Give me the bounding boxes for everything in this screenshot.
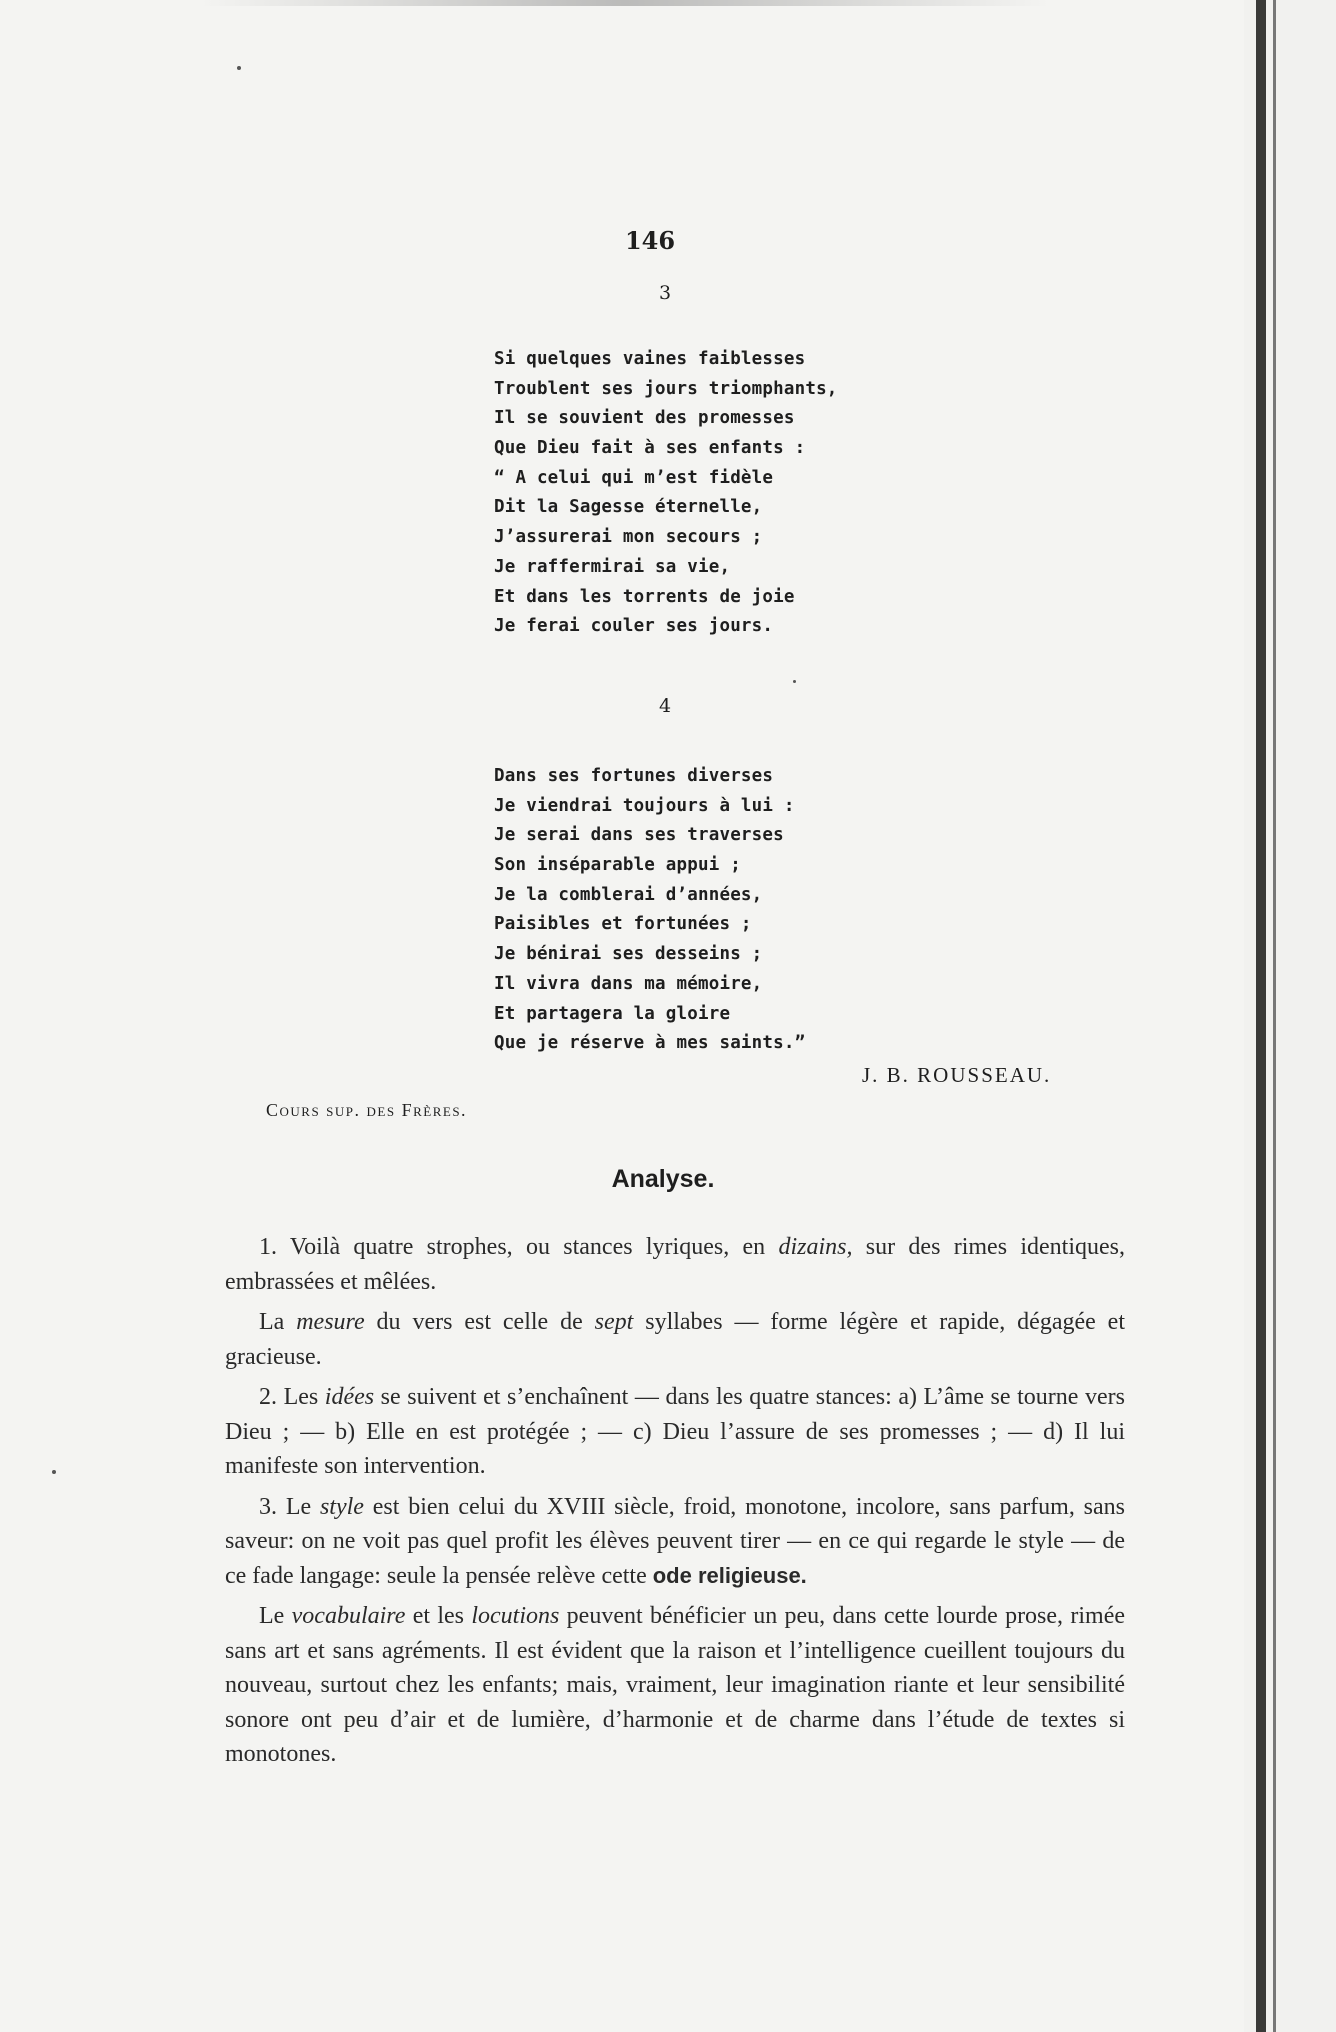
stanza-4 xyxy=(494,762,805,1059)
analysis-paragraph: 2. Les idées se suivent et s’enchaînent — dans les quatre stances: a) L’âme se tourne vers Dieu ; — b) Elle en est protégée ; — c) Dieu l’assure de ses promesses ; — d) Il lui manifeste son intervention. xyxy=(225,1384,1125,1479)
verse-line: Et dans les torrents de joie xyxy=(494,586,795,607)
verse-line: Je bénirai ses desseins ; xyxy=(494,944,763,965)
verse-line: Je serai dans ses traverses xyxy=(494,825,784,846)
verse-line: Je la comblerai d’années, xyxy=(494,884,763,905)
poem-author: J. B. ROUSSEAU. xyxy=(862,1063,1052,1087)
analysis-body xyxy=(225,1230,1125,1778)
verse-line: Je viendrai toujours à lui : xyxy=(494,795,795,816)
verse-line: Que Dieu fait à ses enfants : xyxy=(494,438,806,459)
book-gutter-shadow xyxy=(1256,0,1266,2032)
verse-line: Que je réserve à mes saints.” xyxy=(494,1033,806,1054)
analysis-title: Analyse. xyxy=(611,1165,715,1193)
verse-line: “ A celui qui m’est fidèle xyxy=(494,467,774,488)
verse-line: Troublent ses jours triomphants, xyxy=(494,378,838,399)
analysis-paragraph: La mesure du vers est celle de sept syllabes — forme légère et rapide, dégagée et gracieuse. xyxy=(225,1309,1125,1370)
analysis-paragraph: Le vocabulaire et les locutions peuvent bénéficier un peu, dans cette lourde prose, rimée sans art et sans agréments. Il est évident que la raison et l’intelligence cueillent toujours du nouveau, surtout chez les enfants; mais, vraiment, leur imagination riante et leur sensibilité sonore ont peu d’air et de lumière, d’harmonie et de charme dans l’étude de textes si monotones. xyxy=(225,1603,1126,1767)
analysis-paragraph: 3. Le style est bien celui du XVIII siècle, froid, monotone, incolore, sans parfum, sans saveur: on ne voit pas quel profit les élèves peuvent tirer — en ce qui regarde le style — de ce fade langage: seule la pensée relève cette ode religieuse. xyxy=(225,1493,1126,1589)
stanza-number: 3 xyxy=(658,282,672,304)
verse-line: Dit la Sagesse éternelle, xyxy=(494,497,763,518)
verse-line: Et partagera la gloire xyxy=(494,1003,731,1024)
verse-line: Il se souvient des promesses xyxy=(494,408,795,429)
verse-line: Je raffermirai sa vie, xyxy=(494,556,731,577)
verse-line: Son inséparable appui ; xyxy=(494,855,741,876)
verse-line: Je ferai couler ses jours. xyxy=(494,616,774,637)
verse-line: J’assurerai mon secours ; xyxy=(494,527,763,548)
stanza-number: 4 xyxy=(658,695,672,717)
verse-line: Il vivra dans ma mémoire, xyxy=(494,973,763,994)
stanza-3 xyxy=(494,345,838,642)
page-number: 146 xyxy=(624,226,676,255)
verse-line: Dans ses fortunes diverses xyxy=(494,766,774,786)
verse-line: Paisibles et fortunées ; xyxy=(494,914,752,935)
source-credit: Cours sup. des Frères. xyxy=(266,1100,468,1120)
analysis-paragraph: 1. Voilà quatre strophes, ou stances lyriques, en dizains, sur des rimes identiques, embrassées et mêlées. xyxy=(225,1234,1125,1295)
book-gutter-line xyxy=(1273,0,1276,2032)
verse-line: Si quelques vaines faiblesses xyxy=(494,349,806,369)
